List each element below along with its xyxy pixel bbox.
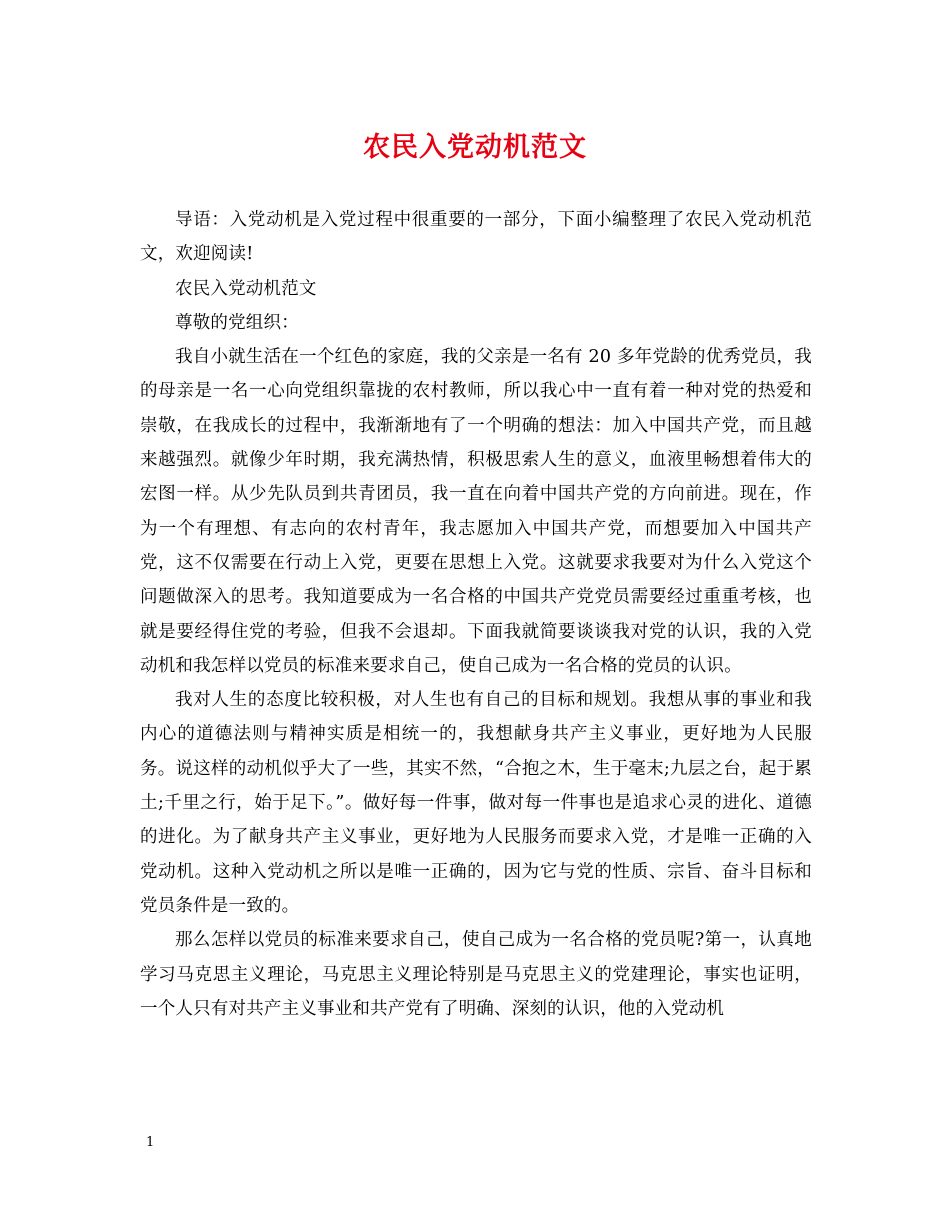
salutation: 尊敬的党组织：	[175, 312, 299, 333]
intro-paragraph: 导语：入党动机是入党过程中很重要的一部分，下面小编整理了农民入党动机范文，欢迎阅读!	[140, 210, 812, 265]
essay-heading: 农民入党动机范文	[175, 278, 317, 299]
page-number: 1	[146, 1135, 155, 1150]
page-title: 农民入党动机范文	[363, 132, 587, 163]
body-paragraph: 我自小就生活在一个红色的家庭，我的父亲是一名有 20 多年党龄的优秀党员，我的母亲是一名一心向党组织靠拢的农村教师，所以我心中一直有着一种对党的热爱和崇敬，在我成长的过程中，我渐渐地有了一个明确的想法：加入中国共产党，而且越来越强烈。就像少年时期，我充满热情，积极思索人生的意义，血液里畅想着伟大的宏图一样。从少先队员到共青团员，我一直在向着中国共产党的方向前进。现在，作为一个有理想、有志向的农村青年，我志愿加入中国共产党，而想要加入中国共产党，这不仅需要在行动上入党，更要在思想上入党。这就要求我要对为什么入党这个问题做深入的思考。我知道要成为一名合格的中国共产党党员需要经过重重考核，也就是要经得住党的考验，但我不会退却。下面我就简要谈谈我对党的认识，我的入党动机和我怎样以党员的标准来要求自己，使自己成为一名合格的党员的认识。	[140, 347, 812, 676]
body-paragraph: 我对人生的态度比较积极，对人生也有自己的目标和规划。我想从事的事业和我内心的道德法则与精神实质是相统一的，我想献身共产主义事业，更好地为人民服务。说这样的动机似乎大了一些，其实不然，“合抱之木，生于毫末;九层之台，起于累土;千里之行，始于足下。”。做好每一件事，做对每一件事也是追求心灵的进化、道德的进化。为了献身共产主义事业，更好地为人民服务而要求入党，才是唯一正确的入党动机。这种入党动机之所以是唯一正确的，因为它与党的性质、宗旨、奋斗目标和党员条件是一致的。	[140, 690, 812, 916]
document-body	[140, 203, 812, 1026]
body-paragraph: 那么怎样以党员的标准来要求自己，使自己成为一名合格的党员呢?第一，认真地学习马克思主义理论，马克思主义理论特别是马克思主义的党建理论，事实也证明，一个人只有对共产主义事业和共产党有了明确、深刻的认识，他的入党动机	[140, 930, 812, 1019]
